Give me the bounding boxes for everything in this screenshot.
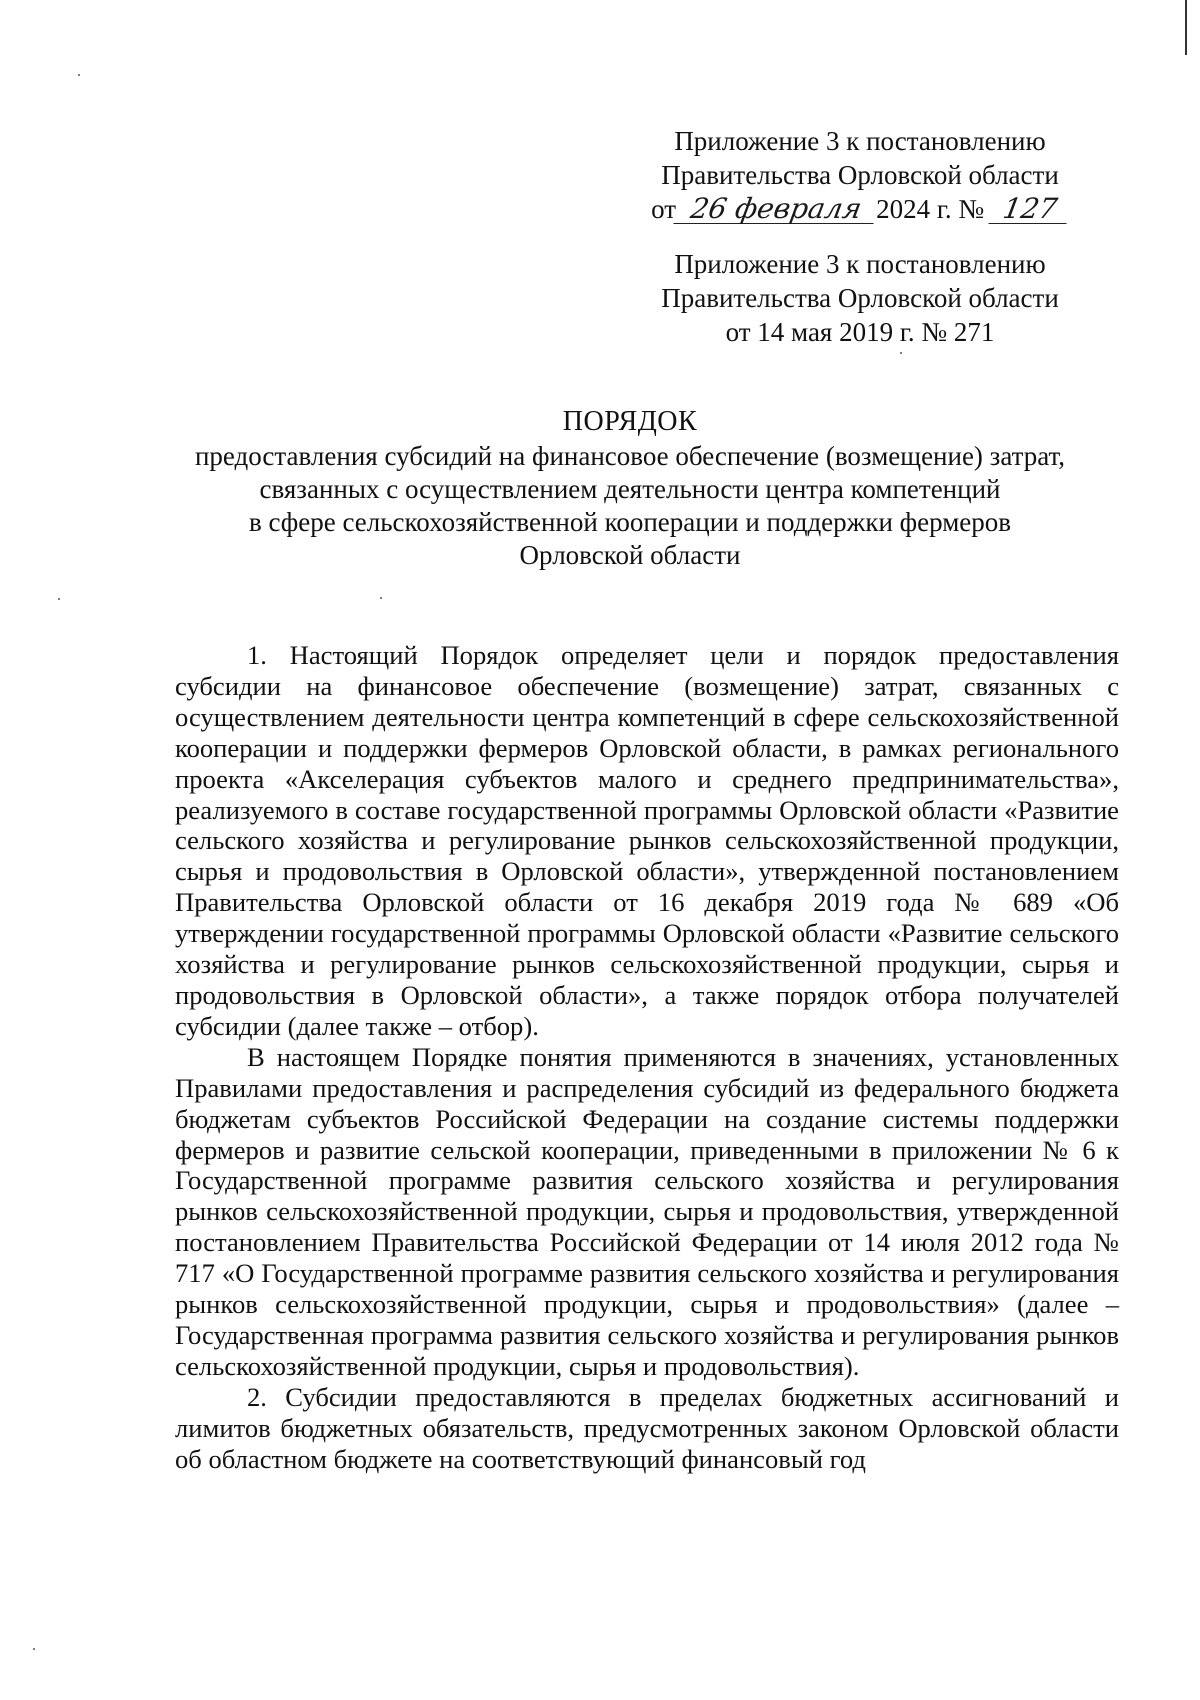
paragraph-1: 1. Настоящий Порядок определяет цели и порядок предоставления субсидии на финансовое обеспечение (возмещение) затрат, связанных с осуществлением деятельности центра компетенций в сфере сельскохозяйственной кооперации и поддержки фермеров Орловской области, в рамках регионального проекта «Акселерация субъектов малого и среднего предпринимательства», реализуемого в составе государственной программы Орловской области «Развитие сельского хозяйства и регулирование рынков сельскохозяйственной продукции, сырья и продовольствия в Орловской области», утвержденной постановлением Правительства Орловской области от 16 декабря 2019 года № 689 «Об утверждении государственной программы Орловской области «Развитие сельского хозяйства и регулирование рынков сельскохозяйственной продукции, сырья и продовольствия в Орловской области», а также порядок отбора получателей субсидии (далее также – отбор).	[175, 640, 1119, 1041]
document-title: ПОРЯДОК	[562, 406, 698, 437]
subtitle-line: предоставления субсидий на финансовое обеспечение (возмещение) затрат,	[194, 441, 1066, 471]
scan-speck	[33, 1648, 35, 1650]
paragraph-2: 2. Субсидии предоставляются в пределах бюджетных ассигнований и лимитов бюджетных обязательств, предусмотренных законом Орловской области об областном бюджете на соответствующий финансовый год	[175, 1381, 1119, 1474]
scan-speck	[380, 597, 382, 599]
document-body	[175, 640, 1119, 1474]
scan-speck	[900, 352, 902, 354]
subtitle-line: связанных с осуществлением деятельности центра компетенций	[259, 474, 1001, 504]
handwritten-date: 26 февраля	[674, 195, 879, 224]
subtitle-line: в сфере сельскохозяйственной кооперации и поддержки фермеров	[248, 507, 1012, 537]
amendment-header-date-line	[640, 192, 1080, 226]
amendment-header-line2: Правительства Орловской области	[661, 160, 1059, 190]
subtitle-line: Орловской области	[519, 540, 741, 570]
scan-speck	[78, 74, 80, 76]
original-header-line2: Правительства Орловской области	[661, 283, 1059, 313]
date-year: 2024 г. №	[876, 194, 985, 224]
handwritten-number: 127	[988, 195, 1071, 224]
amendment-header-line1: Приложение 3 к постановлению	[674, 126, 1046, 156]
original-header	[640, 247, 1080, 349]
amendment-header	[640, 124, 1080, 226]
document-title-block	[110, 405, 1150, 572]
scan-edge-mark	[1185, 0, 1187, 55]
date-prefix: от	[651, 194, 677, 224]
paragraph-definitions: В настоящем Порядке понятия применяются в значениях, установленных Правилами предоставления и распределения субсидий из федерального бюджета бюджетам субъектов Российской Федерации на создание системы поддержки фермеров и развитие сельской кооперации, приведенными в приложении № 6 к Государственной программе развития сельского хозяйства и регулирования рынков сельскохозяйственной продукции, сырья и продовольствия, утвержденной постановлением Правительства Российской Федерации от 14 июля 2012 года № 717 «О Государственной программе развития сельского хозяйства и регулирования рынков сельскохозяйственной продукции, сырья и продовольствия» (далее – Государственная программа развития сельского хозяйства и регулирования рынков сельскохозяйственной продукции, сырья и продовольствия).	[175, 1041, 1119, 1381]
original-header-line1: Приложение 3 к постановлению	[674, 249, 1046, 279]
original-header-line3: от 14 мая 2019 г. № 271	[725, 317, 995, 347]
scan-speck	[58, 598, 60, 600]
